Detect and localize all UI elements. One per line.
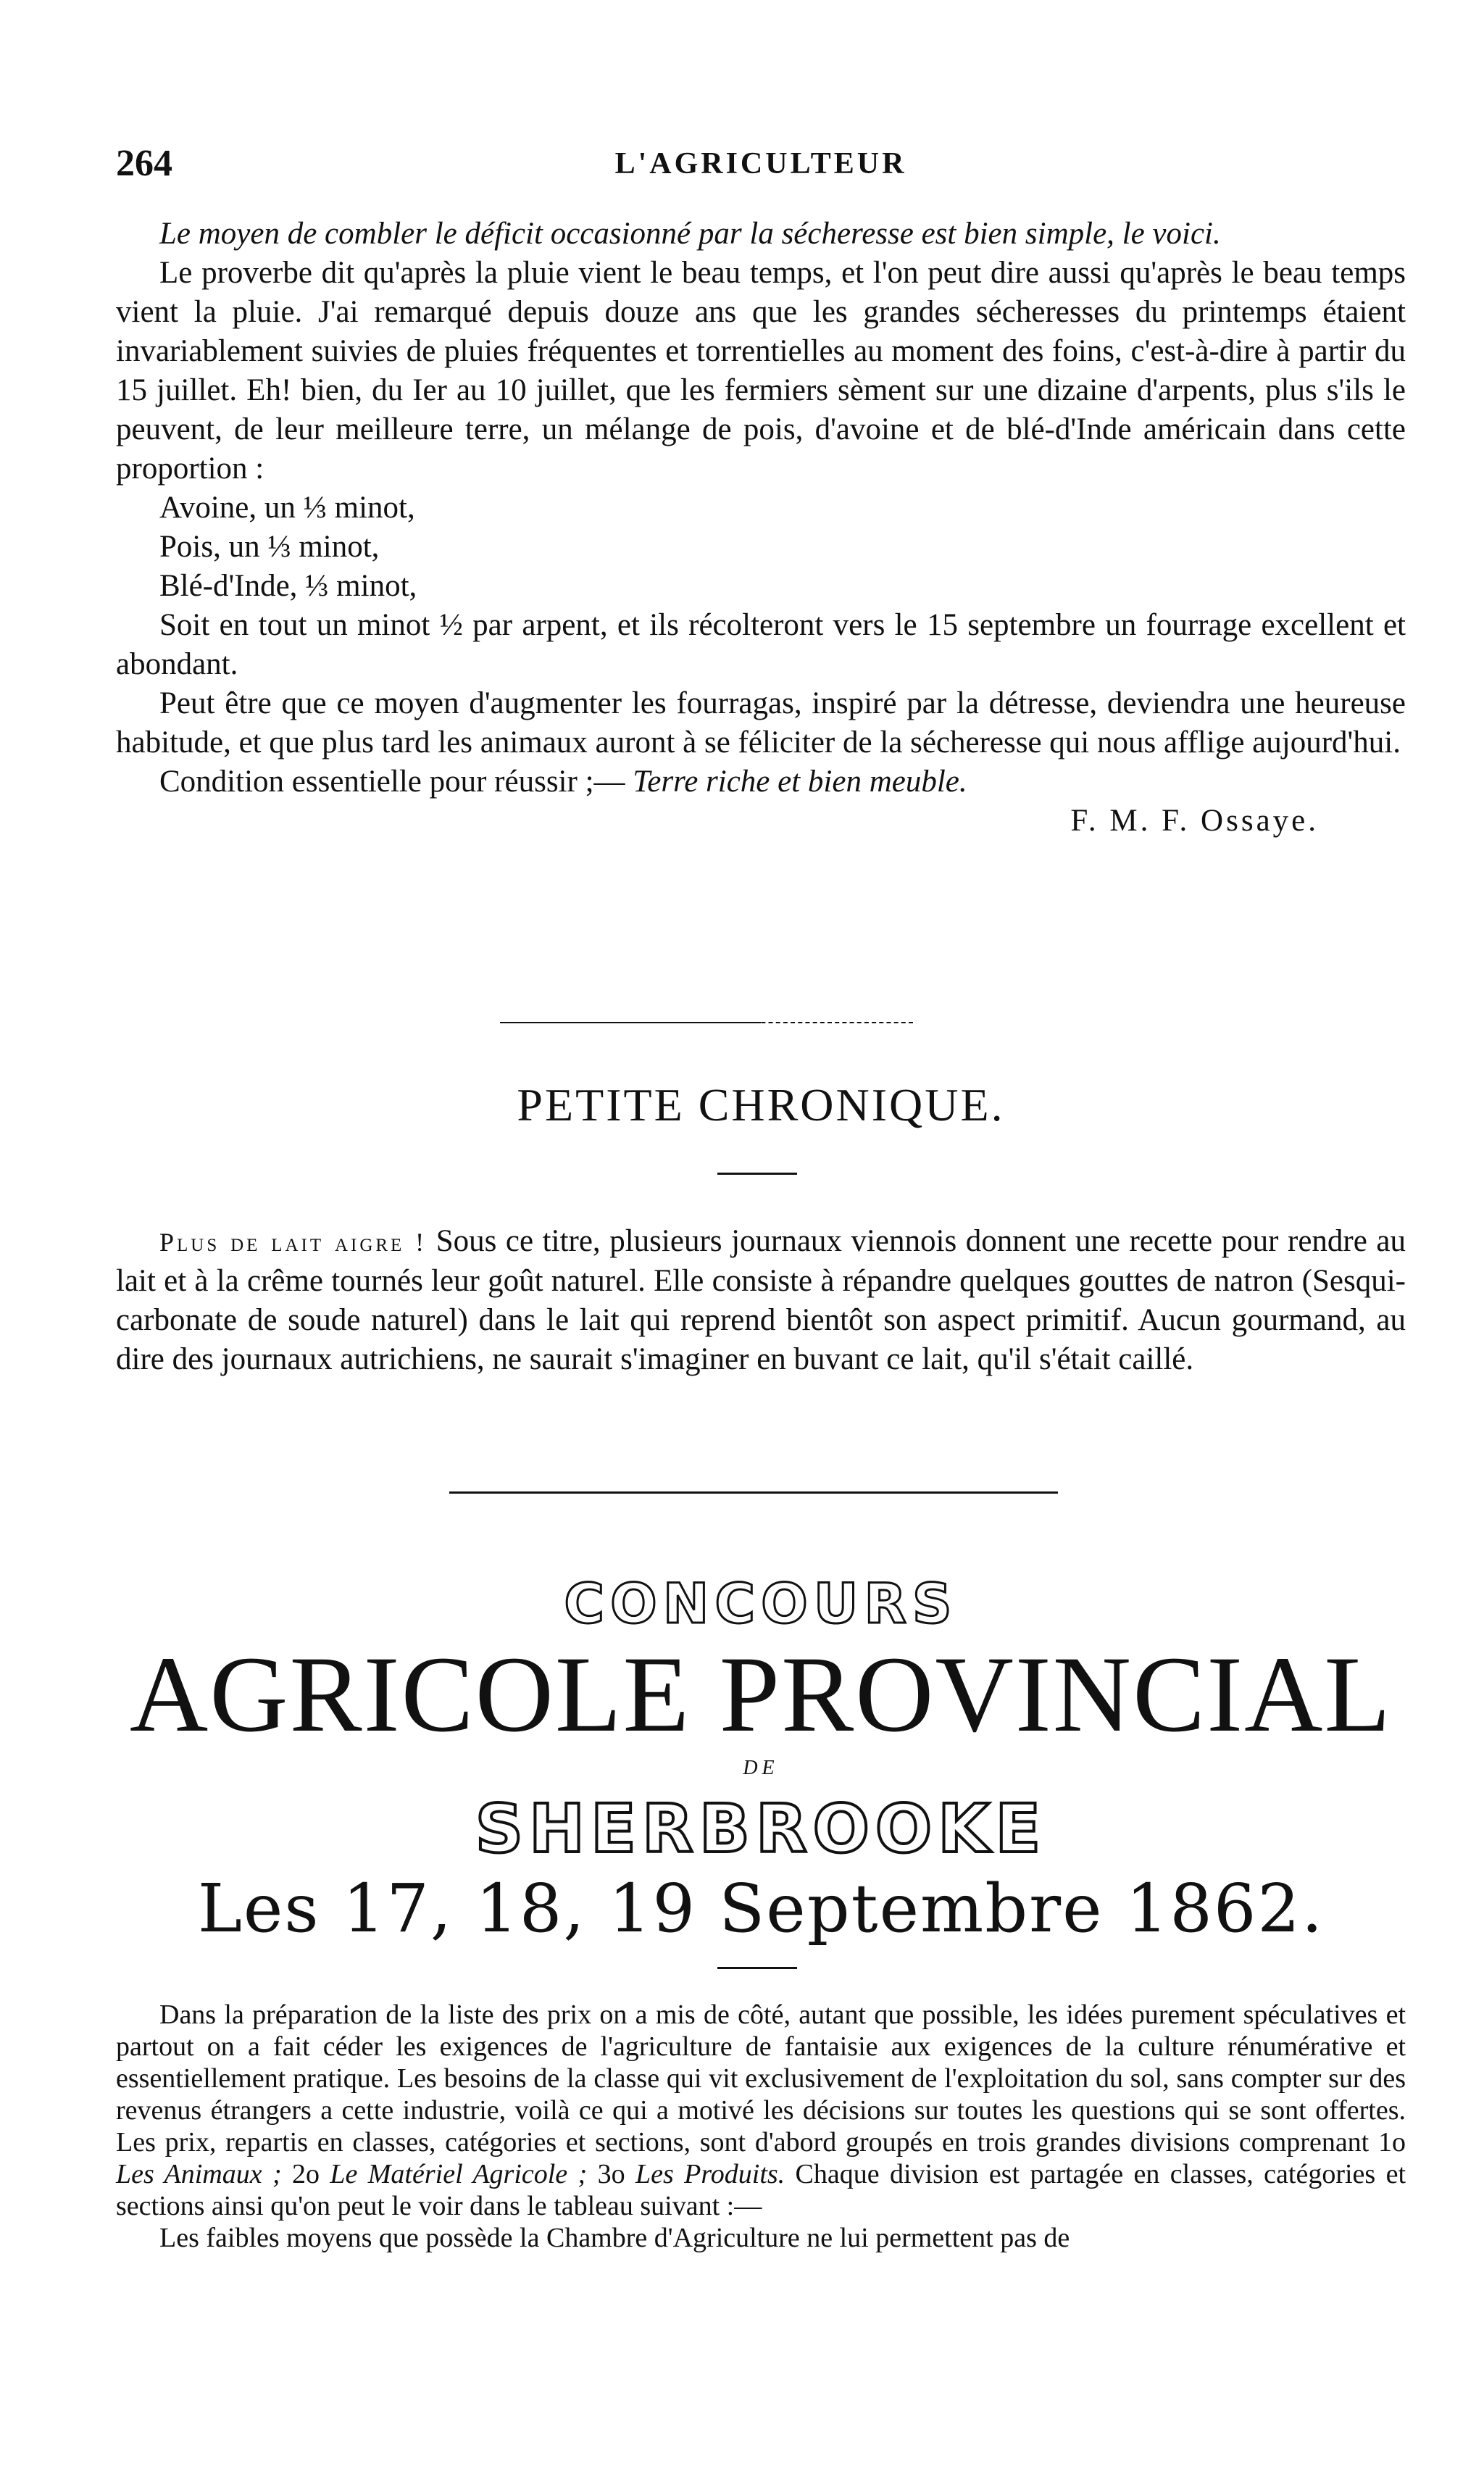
- section-heading-chronique: PETITE CHRONIQUE.: [517, 1079, 1005, 1131]
- chronique-lead: Plus de lait aigre !: [159, 1228, 428, 1257]
- proportion-list: [116, 488, 1406, 606]
- running-title: L'AGRICULTEUR: [614, 147, 907, 180]
- article-concours: [116, 1999, 1406, 2254]
- paragraph-intro: Le moyen de combler le déficit occasionné par la sécheresse est bien simple, le voici.: [159, 217, 1221, 251]
- list-item: Blé-d'Inde, ⅓ minot,: [159, 569, 417, 603]
- heading-underline: [717, 1173, 797, 1175]
- paragraph-moyens: Les faibles moyens que possède la Chambre d'Agriculture ne lui permettent pas de: [159, 2223, 1070, 2253]
- concours-title: CONCOURS: [564, 1571, 958, 1636]
- article-chronique: [116, 1222, 1406, 1379]
- paragraph-total: Soit en tout un minot ½ par arpent, et ils récolteront vers le 15 septembre un fourrage excellent et abondant.: [116, 608, 1406, 681]
- paragraph-condition: Condition essentielle pour réussir ;— Terre riche et bien meuble.: [159, 765, 967, 799]
- running-header: [116, 142, 1406, 193]
- signature: F. M. F. Ossaye.: [1070, 804, 1319, 838]
- concours-dates: Les 17, 18, 19 Septembre 1862.: [197, 1870, 1325, 1947]
- separator-rule: [746, 1022, 913, 1023]
- de-label: DE: [743, 1757, 779, 1779]
- list-item: Avoine, un ⅓ minot,: [159, 491, 415, 525]
- separator-rule: [449, 1491, 1058, 1494]
- heading-underline: [717, 1967, 797, 1969]
- list-item: Pois, un ⅓ minot,: [159, 530, 380, 564]
- separator-rule: [500, 1022, 761, 1023]
- paragraph-lait-aigre: Plus de lait aigre ! Sous ce titre, plusieurs journaux viennois donnent une recette pour rendre au lait et à la crême tournés leur goût naturel. Elle consiste à répandre quelques gouttes de natron (Sesqui-carbonate de soude naturel) dans le lait qui reprend bientôt son aspect primitif. Aucun gourmand, au dire des journaux autrichiens, ne saurait s'imaginer en buvant ce lait, qu'il s'était caillé.: [116, 1224, 1406, 1376]
- paragraph-proverbe: Le proverbe dit qu'après la pluie vient le beau temps, et l'on peut dire aussi qu'après le beau temps vient la pluie. J'ai remarqué depuis douze ans que les grandes sécheresses du printemps étaient invariablement suivies de pluies fréquentes et torrentielles au moment des foins, c'est-à-dire à partir du 15 juillet. Eh! bien, du Ier au 10 juillet, que les fermiers sèment sur une dizaine d'arpents, plus s'ils le peuvent, de leur meilleure terre, un mélange de pois, d'avoine et de blé-d'Inde américain dans cette proportion :: [116, 256, 1406, 486]
- paragraph-habitude: Peut être que ce moyen d'augmenter les fourragas, inspiré par la détresse, deviendra une heureuse habitude, et que plus tard les animaux auront à se féliciter de la sécheresse qui nous afflige aujourd'hui.: [116, 686, 1406, 760]
- agricole-provincial-title: AGRICOLE PROVINCIAL: [129, 1634, 1393, 1755]
- article-secheresse: [116, 215, 1406, 841]
- page-number: 264: [116, 143, 172, 184]
- paragraph-preparation: Dans la préparation de la liste des prix on a mis de côté, autant que possible, les idées purement spéculatives et partout on a fait céder les exigences de l'agriculture de fantaisie aux exigences de la culture rénumérative et essentiellement pratique. Les besoins de la classe qui vit exclusivement de l'exploitation du sol, sans compter sur des revenus étrangers a cette industrie, voilà ce qui a motivé les décisions sur toutes les questions qui se sont offertes. Les prix, repartis en classes, catégories et sections, sont d'abord groupés en trois grandes divisions comprenant 1o Les Animaux ; 2o Le Matériel Agricole ; 3o Les Produits. Chaque division est partagée en classes, catégories et sections ainsi qu'on peut le voir dans le tableau suivant :—: [116, 2000, 1406, 2221]
- sherbrooke-title: SHERBROOKE: [475, 1790, 1047, 1868]
